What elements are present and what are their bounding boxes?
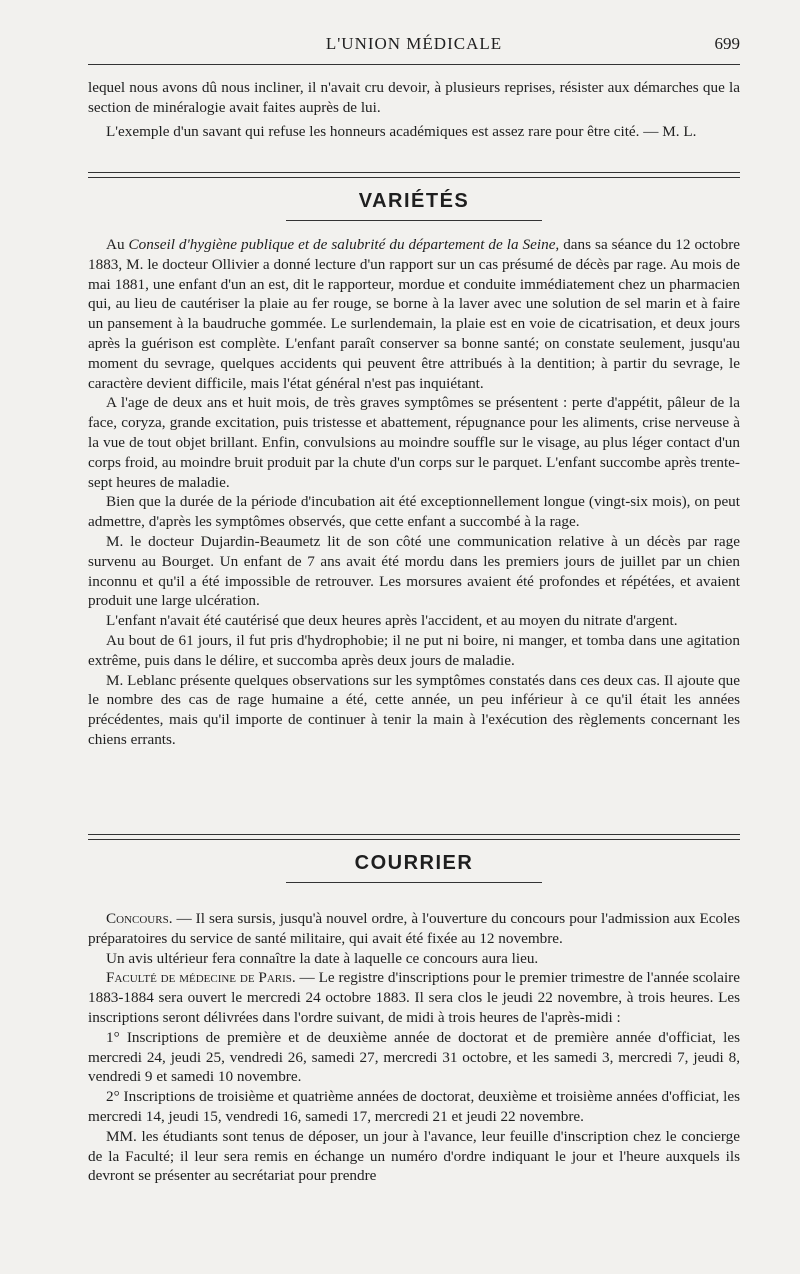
news-paragraph: 1° Inscriptions de première et de deuxième année de doctorat et de première année d'officiat, les mercredi 24, jeudi 25, vendredi 26, samedi 27, mercredi 31 octobre, et les samedi 3, mercredi 7, jeudi 8, vendredi 9 et samedi 10 novembre. (88, 1028, 740, 1086)
news-label: Concours. (106, 910, 173, 927)
news-body: — Il sera sursis, jusqu'à nouvel ordre, à l'ouverture du concours pour l'admission aux Ecoles préparatoires du service de santé militaire, qui avait été fixée au 12 novembre. (88, 910, 740, 947)
page-header (88, 30, 740, 65)
article-paragraph: A l'age de deux ans et huit mois, de très graves symptômes se présentent : perte d'appétit, pâleur de la face, coryza, grande excitation, puis tristesse et abattement, répugnance pour les aliments, crise nerveuse à la vue de tout objet brillant. Enfin, convulsions au moindre souffle sur le visage, au plus léger contact d'un corps froid, au moindre bruit produit par la chute d'un corps sur le parquet. L'enfant succombe après trente-sept heures de maladie. (88, 394, 740, 491)
intro-section (88, 78, 740, 141)
article-paragraph (88, 235, 740, 393)
article-paragraph: M. le docteur Dujardin-Beaumetz lit de son côté une communication relative à un décès par rage survenu au Bourget. Un enfant de 7 ans avait été mordu dans les premiers jours de juillet par un chien inconnu et qu'il a été impossible de retrouver. Les morsures avaient été profondes et répétées, et avaient produit une large ulcération. (88, 532, 740, 610)
article-paragraph: Bien que la durée de la période d'incubation ait été exceptionnellement longue (vingt-six mois), on peut admettre, d'après les symptômes observés, que cette enfant a succombé à la rage. (88, 493, 740, 531)
article-paragraph: L'enfant n'avait été cautérisé que deux heures après l'accident, et au moyen du nitrate d'argent. (106, 612, 678, 630)
news-paragraph: 2° Inscriptions de troisième et quatrième années de doctorat, deuxième et troisième années d'officiat, les mercredi 14, jeudi 15, vendredi 16, samedi 17, mercredi 21 et jeudi 22 novembre. (88, 1088, 740, 1125)
section-divider (88, 834, 740, 840)
heading-underline (286, 882, 542, 883)
paragraph-body: dans sa séance du 12 octobre 1883, M. le docteur Ollivier a donné lecture d'un rapport sur un cas présumé de décès par rage. Au mois de mai 1881, une enfant d'un an est, dit le rapporteur, mordue et conduite immédiatement chez un pharmacien qui, au lieu de cautériser la plaie au fer rouge, se borne à la laver avec une solution de sel marin et à faire un pansement à la baudruche gommée. Le surlendemain, la plaie est en voie de cicatrisation, et deux jours après la guérison est complète. L'enfant paraît conserver sa bonne santé; on constate seulement, jusqu'au moment du sevrage, quelques accidents qui peuvent être attribués à la dentition; à partir du sevrage, le caractère devient difficile, mais l'état général n'est pas inquiétant. (88, 236, 741, 392)
news-body: — Le registre d'inscriptions pour le premier trimestre de l'année scolaire 1883-1884 sera ouvert le mercredi 24 octobre 1883. Il sera clos le jeudi 22 novembre, à trois heures. Les inscriptions seront délivrées dans l'ordre suivant, de midi à trois heures de l'après-midi : (88, 969, 740, 1026)
news-paragraph (88, 968, 740, 1027)
news-paragraph (88, 909, 740, 949)
news-paragraph: MM. les étudiants sont tenus de déposer, un jour à l'avance, leur feuille d'inscription chez le concierge de la Faculté; il leur sera remis en échange un numéro d'ordre indiquant le jour et l'heure auxquels ils devront se présenter au secrétariat pour prendre (88, 1127, 740, 1185)
varietes-section (88, 235, 740, 750)
courrier-section (88, 909, 740, 1186)
section-divider (88, 172, 740, 178)
news-label: Faculté de médecine de Paris. (106, 969, 296, 987)
article-paragraph: M. Leblanc présente quelques observations sur les symptômes constatés dans ces deux cas. Il ajoute que le nombre des cas de rage humaine a été, cette année, un peu inférieur à ce qu'il était les années précédentes, mais qu'il importe de continuer à tenir la main à l'exécution des règlements concernant les chiens errants. (88, 671, 740, 748)
journal-title: L'UNION MÉDICALE (325, 34, 503, 53)
paragraph-lead: Au (106, 236, 129, 253)
council-name: Conseil d'hygiène publique et de salubrité du département de la Seine, (128, 236, 560, 253)
article-paragraph: Au bout de 61 jours, il fut pris d'hydrophobie; il ne put ni boire, ni manger, et tomba dans une agitation extrême, puis dans le délire, et succomba après deux jours de maladie. (88, 631, 740, 669)
intro-paragraph: lequel nous avons dû nous incliner, il n'avait cru devoir, à plusieurs reprises, résister aux démarches que la section de minéralogie avait faites auprès de lui. (88, 79, 740, 116)
news-paragraph: Un avis ultérieur fera connaître la date à laquelle ce concours aura lieu. (106, 949, 539, 967)
courrier-heading: COURRIER (354, 852, 474, 874)
varietes-heading: VARIÉTÉS (358, 190, 470, 212)
heading-underline (286, 220, 542, 221)
page-number: 699 (714, 34, 740, 53)
intro-signature-paragraph: L'exemple d'un savant qui refuse les honneurs académiques est assez rare pour être cité. — M. L. (106, 122, 697, 140)
